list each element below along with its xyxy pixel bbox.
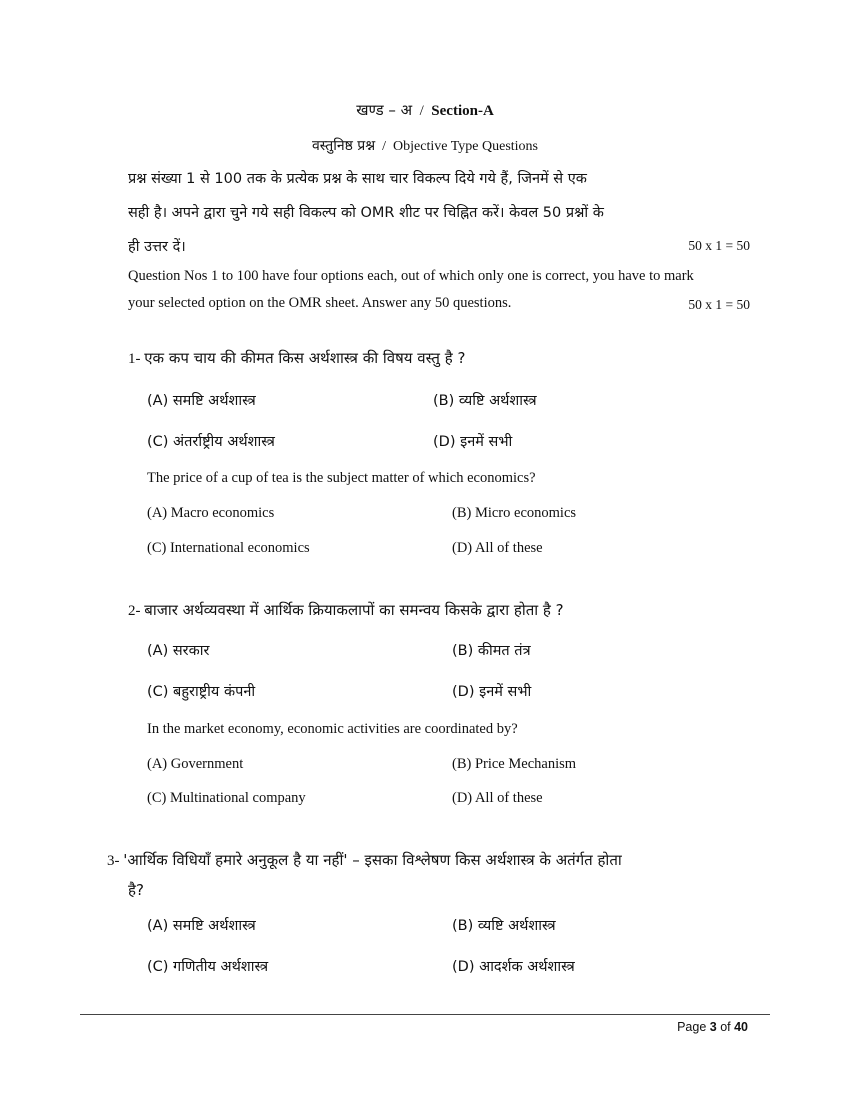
page-number	[677, 1020, 748, 1034]
subtitle-english: Objective Type Questions	[393, 139, 539, 154]
instruction-hindi-line-2: सही है। अपने द्वारा चुने गये सही विकल्प को OMR शीट पर चिह्नित करें। केवल 50 प्रश्नों के	[128, 205, 604, 221]
q2-hindi-option-d: (D) इनमें सभी	[452, 684, 532, 700]
section-subtitle	[0, 136, 850, 155]
q1-hindi-option-c: (C) अंतर्राष्ट्रीय अर्थशास्त्र	[147, 434, 275, 450]
instruction-hindi-line-3: ही उत्तर दें।	[128, 239, 186, 255]
question-1	[128, 348, 465, 368]
q2-hindi-option-a: (A) सरकार	[147, 643, 210, 659]
footer-divider	[80, 1014, 770, 1015]
q2-english-option-d: (D) All of these	[452, 790, 543, 806]
section-hindi: खण्ड – अ	[356, 101, 413, 119]
q2-hindi-option-c: (C) बहुराष्ट्रीय कंपनी	[147, 684, 256, 700]
q3-hindi-option-a: (A) समष्टि अर्थशास्त्र	[147, 918, 256, 934]
page-total: 40	[734, 1020, 748, 1034]
instruction-english-line-2: your selected option on the OMR sheet. Answer any 50 questions.	[128, 295, 512, 311]
question-3	[107, 850, 622, 870]
q3-hindi-option-c: (C) गणितीय अर्थशास्त्र	[147, 959, 269, 975]
page-current: 3	[709, 1020, 717, 1034]
page-prefix: Page	[677, 1020, 710, 1034]
question-number: 3-	[107, 853, 120, 869]
q1-english-option-a: (A) Macro economics	[147, 505, 275, 521]
question-text-hindi-line-1: 'आर्थिक विधियाँ हमारे अनुकूल है या नहीं' – इसका विश्लेषण किस अर्थशास्त्र के अतंर्गत होता	[123, 851, 622, 869]
subtitle-hindi: वस्तुनिष्ठ प्रश्न	[311, 138, 376, 154]
q3-hindi-option-d: (D) आदर्शक अर्थशास्त्र	[452, 959, 575, 975]
section-separator: /	[419, 103, 424, 119]
question-text-hindi: बाजार अर्थव्यवस्था में आर्थिक क्रियाकलापों का समन्वय किसके द्वारा होता है ?	[144, 601, 564, 619]
section-english: Section-A	[431, 103, 494, 119]
question-2	[128, 600, 564, 620]
instruction-hindi-line-1: प्रश्न संख्या 1 से 100 तक के प्रत्येक प्रश्न के साथ चार विकल्प दिये गये हैं, जिनमें से एक	[128, 171, 587, 187]
question-number: 1-	[128, 351, 141, 367]
question-3-text-hindi-line-2: है?	[128, 881, 144, 899]
q1-english-text: The price of a cup of tea is the subject matter of which economics?	[147, 470, 536, 486]
subtitle-separator: /	[382, 139, 387, 154]
section-heading	[0, 100, 850, 120]
q1-english-option-b: (B) Micro economics	[452, 505, 577, 521]
q2-english-option-b: (B) Price Mechanism	[452, 756, 577, 772]
q1-hindi-option-d: (D) इनमें सभी	[433, 434, 513, 450]
q2-english-option-c: (C) Multinational company	[147, 790, 306, 806]
page-middle: of	[716, 1020, 735, 1034]
q2-english-text: In the market economy, economic activities are coordinated by?	[147, 721, 518, 737]
marks-hindi: 50 x 1 = 50	[688, 238, 750, 253]
q1-english-option-d: (D) All of these	[452, 540, 543, 556]
question-text-hindi: एक कप चाय की कीमत किस अर्थशास्त्र की विषय वस्तु है ?	[144, 349, 466, 367]
marks-english: 50 x 1 = 50	[688, 297, 750, 312]
instruction-english-line-1: Question Nos 1 to 100 have four options each, out of which only one is correct, you have to mark	[128, 268, 694, 284]
q1-hindi-option-b: (B) व्यष्टि अर्थशास्त्र	[433, 393, 537, 409]
question-number: 2-	[128, 603, 141, 619]
q1-english-option-c: (C) International economics	[147, 540, 310, 556]
q2-hindi-option-b: (B) कीमत तंत्र	[452, 643, 531, 659]
q3-hindi-option-b: (B) व्यष्टि अर्थशास्त्र	[452, 918, 556, 934]
q1-hindi-option-a: (A) समष्टि अर्थशास्त्र	[147, 393, 256, 409]
q2-english-option-a: (A) Government	[147, 756, 244, 772]
